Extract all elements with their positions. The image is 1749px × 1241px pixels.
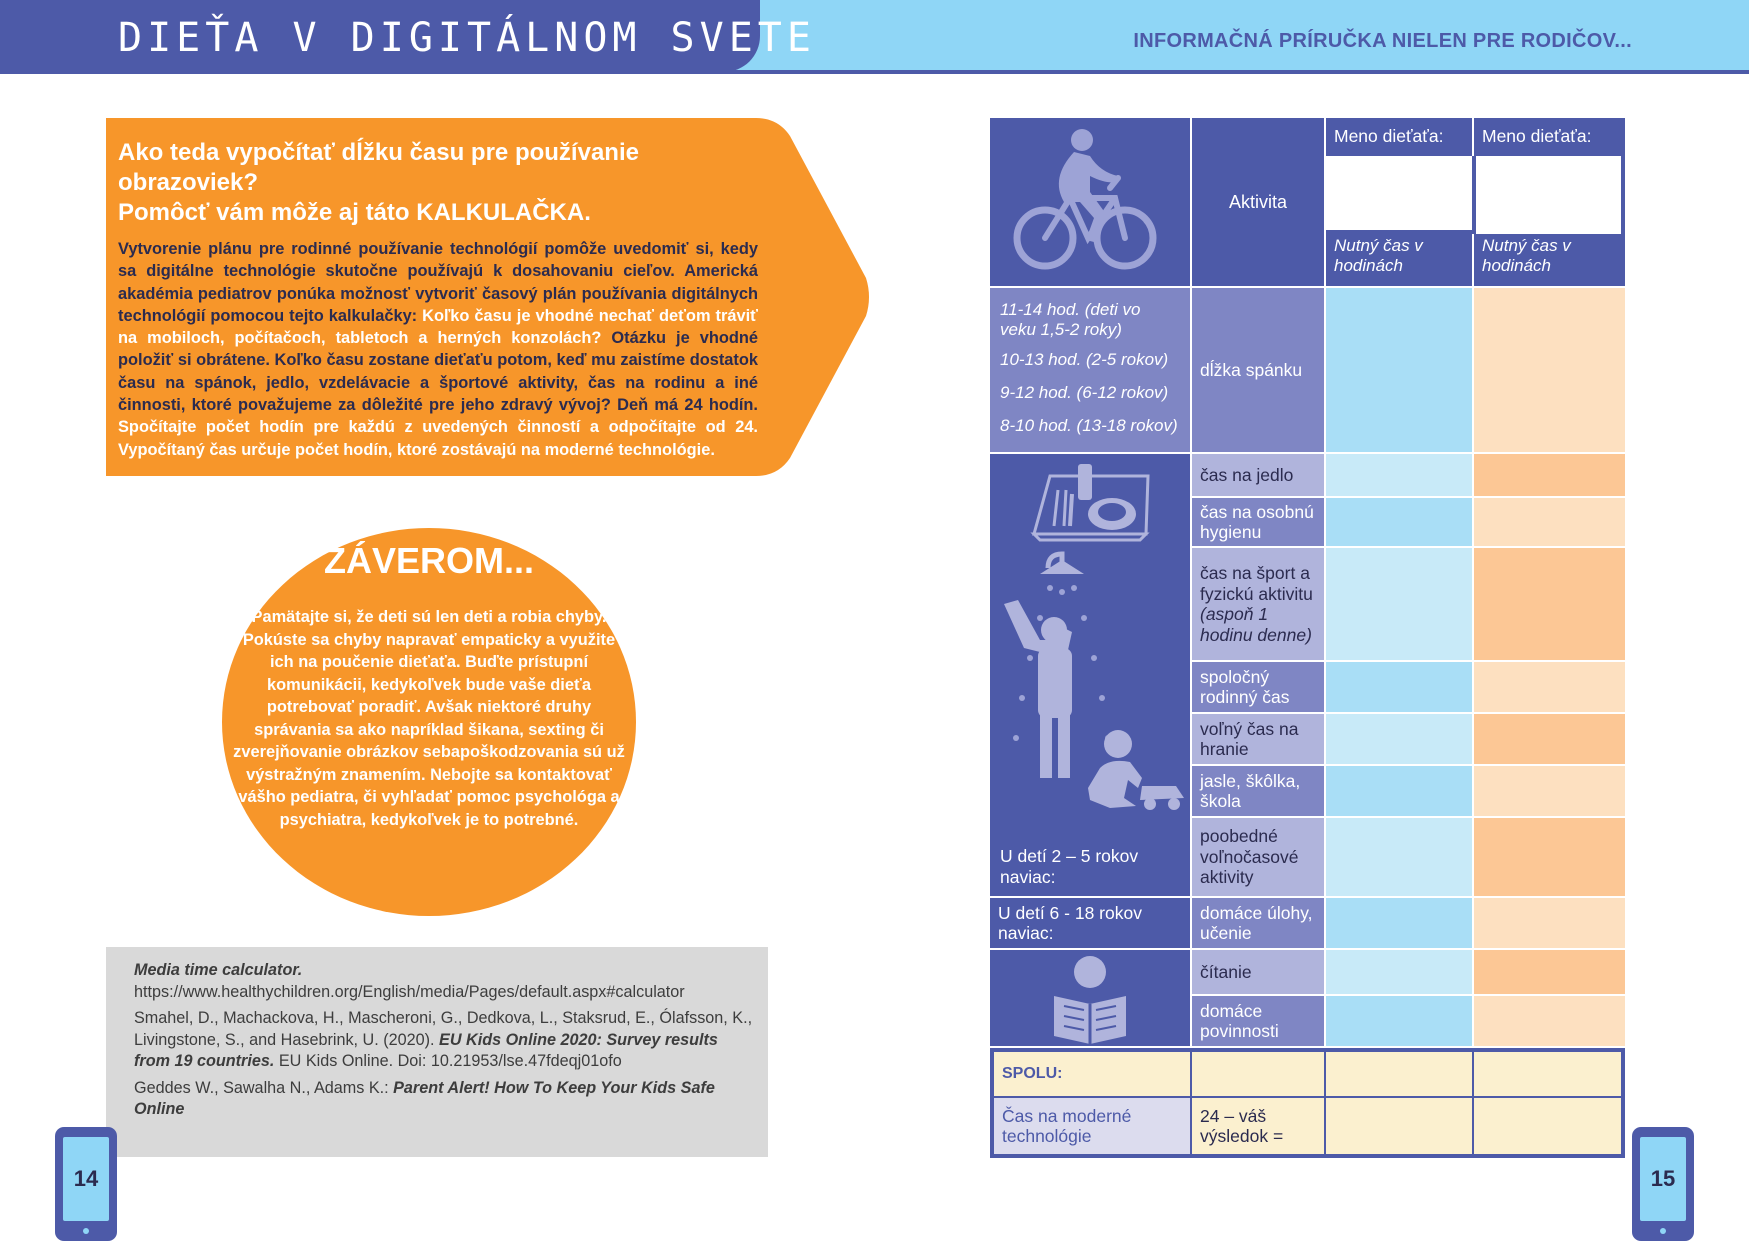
reference-item: Geddes W., Sawalha N., Adams K.: Parent Alert! How To Keep Your Kids Safe Online [134,1078,715,1118]
child2-sleep-input[interactable] [1474,288,1625,452]
calculator-body [118,238,758,461]
child2-chores-input[interactable] [1474,996,1625,1046]
activity-family: spoločný rodinný čas [1192,662,1324,712]
child2-school-input[interactable] [1474,766,1625,816]
calculator-heading [118,138,758,228]
child1-chores-input[interactable] [1326,996,1472,1046]
page-number-phone-left [55,1127,117,1241]
child1-name-label: Meno dieťaťa: [1326,118,1472,156]
activity-sleep: dĺžka spánku [1192,288,1324,452]
child1-play-input[interactable] [1326,714,1472,764]
sleep-age-2: 10-13 hod. (2-5 rokov) [1000,350,1169,369]
child2-reading-input[interactable] [1474,950,1625,994]
child2-homework-input[interactable] [1474,898,1625,948]
sleep-age-ranges [990,288,1190,452]
calculator-day-hours: Deň má 24 hodín. [610,396,758,415]
activity-school: jasle, škôlka, škola [1192,766,1324,816]
reference-item: Smahel, D., Machackova, H., Mascheroni, G., Dedkova, L., Staksrud, E., Ólafsson, K., Livingstone, S., and Hasebrink, U. (2020). EU Kids Online 2020: Survey results from 19 countries. EU Kids Online. Doi: 10.21953/lse.47fdeqj01ofo [134,1009,753,1070]
child2-time-label: Nutný čas v hodinách [1474,234,1625,286]
calculator-heading-line2: Pomôcť vám môže aj táto KALKULAČKA. [118,199,591,226]
activity-sport [1192,548,1324,660]
age-6-18-label: U detí 6 - 18 rokov naviac: [990,898,1190,948]
calculator-explanation: Otázku je vhodné položiť si obrátene. Koľko času zostane dieťaťu potom, keď mu zaistíme dostatok času na spánok, jedlo, vzdelávacie a športové aktivity, čas na rodinu a iné činnosti, ktoré považujeme za dôležité pre jeho zdravý vývoj? [118,329,758,415]
page-number-phone-right [1632,1127,1694,1241]
phone-button-icon [1660,1228,1666,1234]
child2-play-input[interactable] [1474,714,1625,764]
reading-icon-cell [990,950,1190,1046]
child1-time-label: Nutný čas v hodinách [1326,234,1472,286]
child1-meal-input[interactable] [1326,454,1472,496]
child2-name-input[interactable] [1476,158,1621,230]
activity-afternoon: poobedné voľnočasové aktivity [1192,818,1324,896]
page-number-left: 14 [63,1137,109,1221]
activity-meal: čas na jedlo [1192,454,1324,496]
child1-family-input[interactable] [1326,662,1472,712]
child1-total-input[interactable] [1326,1052,1472,1096]
child2-name-label: Meno dieťaťa: [1474,118,1625,156]
conclusion-heading: ZÁVEROM... [323,540,534,581]
activity-reading: čítanie [1192,950,1324,994]
phone-button-icon [83,1228,89,1234]
total-label: SPOLU: [994,1052,1190,1096]
activity-sport-label: čas na šport a fyzickú aktivitu [1200,563,1313,604]
child2-family-input[interactable] [1474,662,1625,712]
child1-homework-input[interactable] [1326,898,1472,948]
calculator-intro [118,138,758,461]
child1-sport-input[interactable] [1326,548,1472,660]
child2-hygiene-input[interactable] [1474,498,1625,546]
cyclist-icon [990,118,1190,286]
reference-item: Media time calculator. https://www.healthychildren.org/English/media/Pages/default.aspx#calculator [134,961,685,1001]
child2-tech-input[interactable] [1474,1098,1621,1154]
calculator-paragraph-1: Vytvorenie plánu pre rodinné používanie technológií pomôže uvedomiť si, kedy sa digitálne technológie skutočne používajú k dosahovaniu cieľov. Americká akadémia pediatrov ponúka možnosť vytvoriť časový plán používania digitálnych technológií pomocou tejto kalkulačky: [118,240,758,325]
calculator-instruction: Spočítajte počet hodín pre každú z uvedených činností a odpočítajte od 24. Vypočítaný čas určuje počet hodín, ktoré zostávajú na moderné technológie. [118,418,758,459]
child2-afternoon-input[interactable] [1474,818,1625,896]
conclusion-body: Pamätajte si, že deti sú len deti a robia chyby. Pokúste sa chyby napravať empaticky a využite ich na poučenie dieťaťa. Buďte prístupní komunikácii, kedykoľvek bude vaše dieťa potrebovať poradiť. Avšak niektoré druhy správania sa ako napríklad šikana, sexting či zverejňovanie obrázkov sebapoškodzovania sú už výstražným znamením. Nebojte sa kontaktovať vášho pediatra, či vyhľadať pomoc psychológa a psychiatra, kedykoľvek je to potrebné. [233,608,625,829]
calculator-question: Koľko času je vhodné nechať deťom tráviť na mobiloch, počítačoch, tabletoch a herných konzolách? [118,306,758,348]
sleep-age-4: 8-10 hod. (13-18 rokov) [1000,416,1178,435]
booklet-title: DIEŤA V DIGITÁLNOM SVETE [118,15,816,61]
tech-formula: 24 – váš výsledok = [1192,1098,1324,1154]
header-icon-cell [990,118,1190,286]
child1-sleep-input[interactable] [1326,288,1472,452]
child1-hygiene-input[interactable] [1326,498,1472,546]
child2-total-input[interactable] [1474,1052,1621,1096]
page-number-right: 15 [1640,1137,1686,1221]
activity-sport-note: (aspoň 1 hodinu denne) [1200,604,1312,645]
child2-sport-input[interactable] [1474,548,1625,660]
time-calculator-table [990,118,1625,1158]
header-underline [0,70,1749,74]
activity-hygiene: čas na osobnú hygienu [1192,498,1324,546]
activity-play: voľný čas na hranie [1192,714,1324,764]
sleep-age-3: 9-12 hod. (6-12 rokov) [1000,383,1169,402]
child1-name-input[interactable] [1328,158,1472,230]
activity-chores: domáce povinnosti [1192,996,1324,1046]
toddler-icon [1080,728,1190,818]
activity-header: Aktivita [1192,118,1324,286]
child1-school-input[interactable] [1326,766,1472,816]
tech-time-label: Čas na moderné technológie [994,1098,1190,1154]
age-2-5-label: U detí 2 – 5 rokov naviac: [1000,846,1139,887]
child1-reading-input[interactable] [1326,950,1472,994]
child2-meal-input[interactable] [1474,454,1625,496]
booklet-subtitle: INFORMAČNÁ PRÍRUČKA NIELEN PRE RODIČOV... [1133,30,1632,52]
child1-tech-input[interactable] [1326,1098,1472,1154]
calculator-heading-line1: Ako teda vypočítať dĺžku času pre používanie obrazoviek? [118,139,639,196]
sleep-age-1: 11-14 hod. (deti vo veku 1,5-2 roky) [1000,300,1141,339]
references-list [134,960,754,1126]
daily-activities-icon-cell [990,454,1190,896]
child1-afternoon-input[interactable] [1326,818,1472,896]
reading-child-icon [990,950,1190,1046]
activity-homework: domáce úlohy, učenie [1192,898,1324,948]
